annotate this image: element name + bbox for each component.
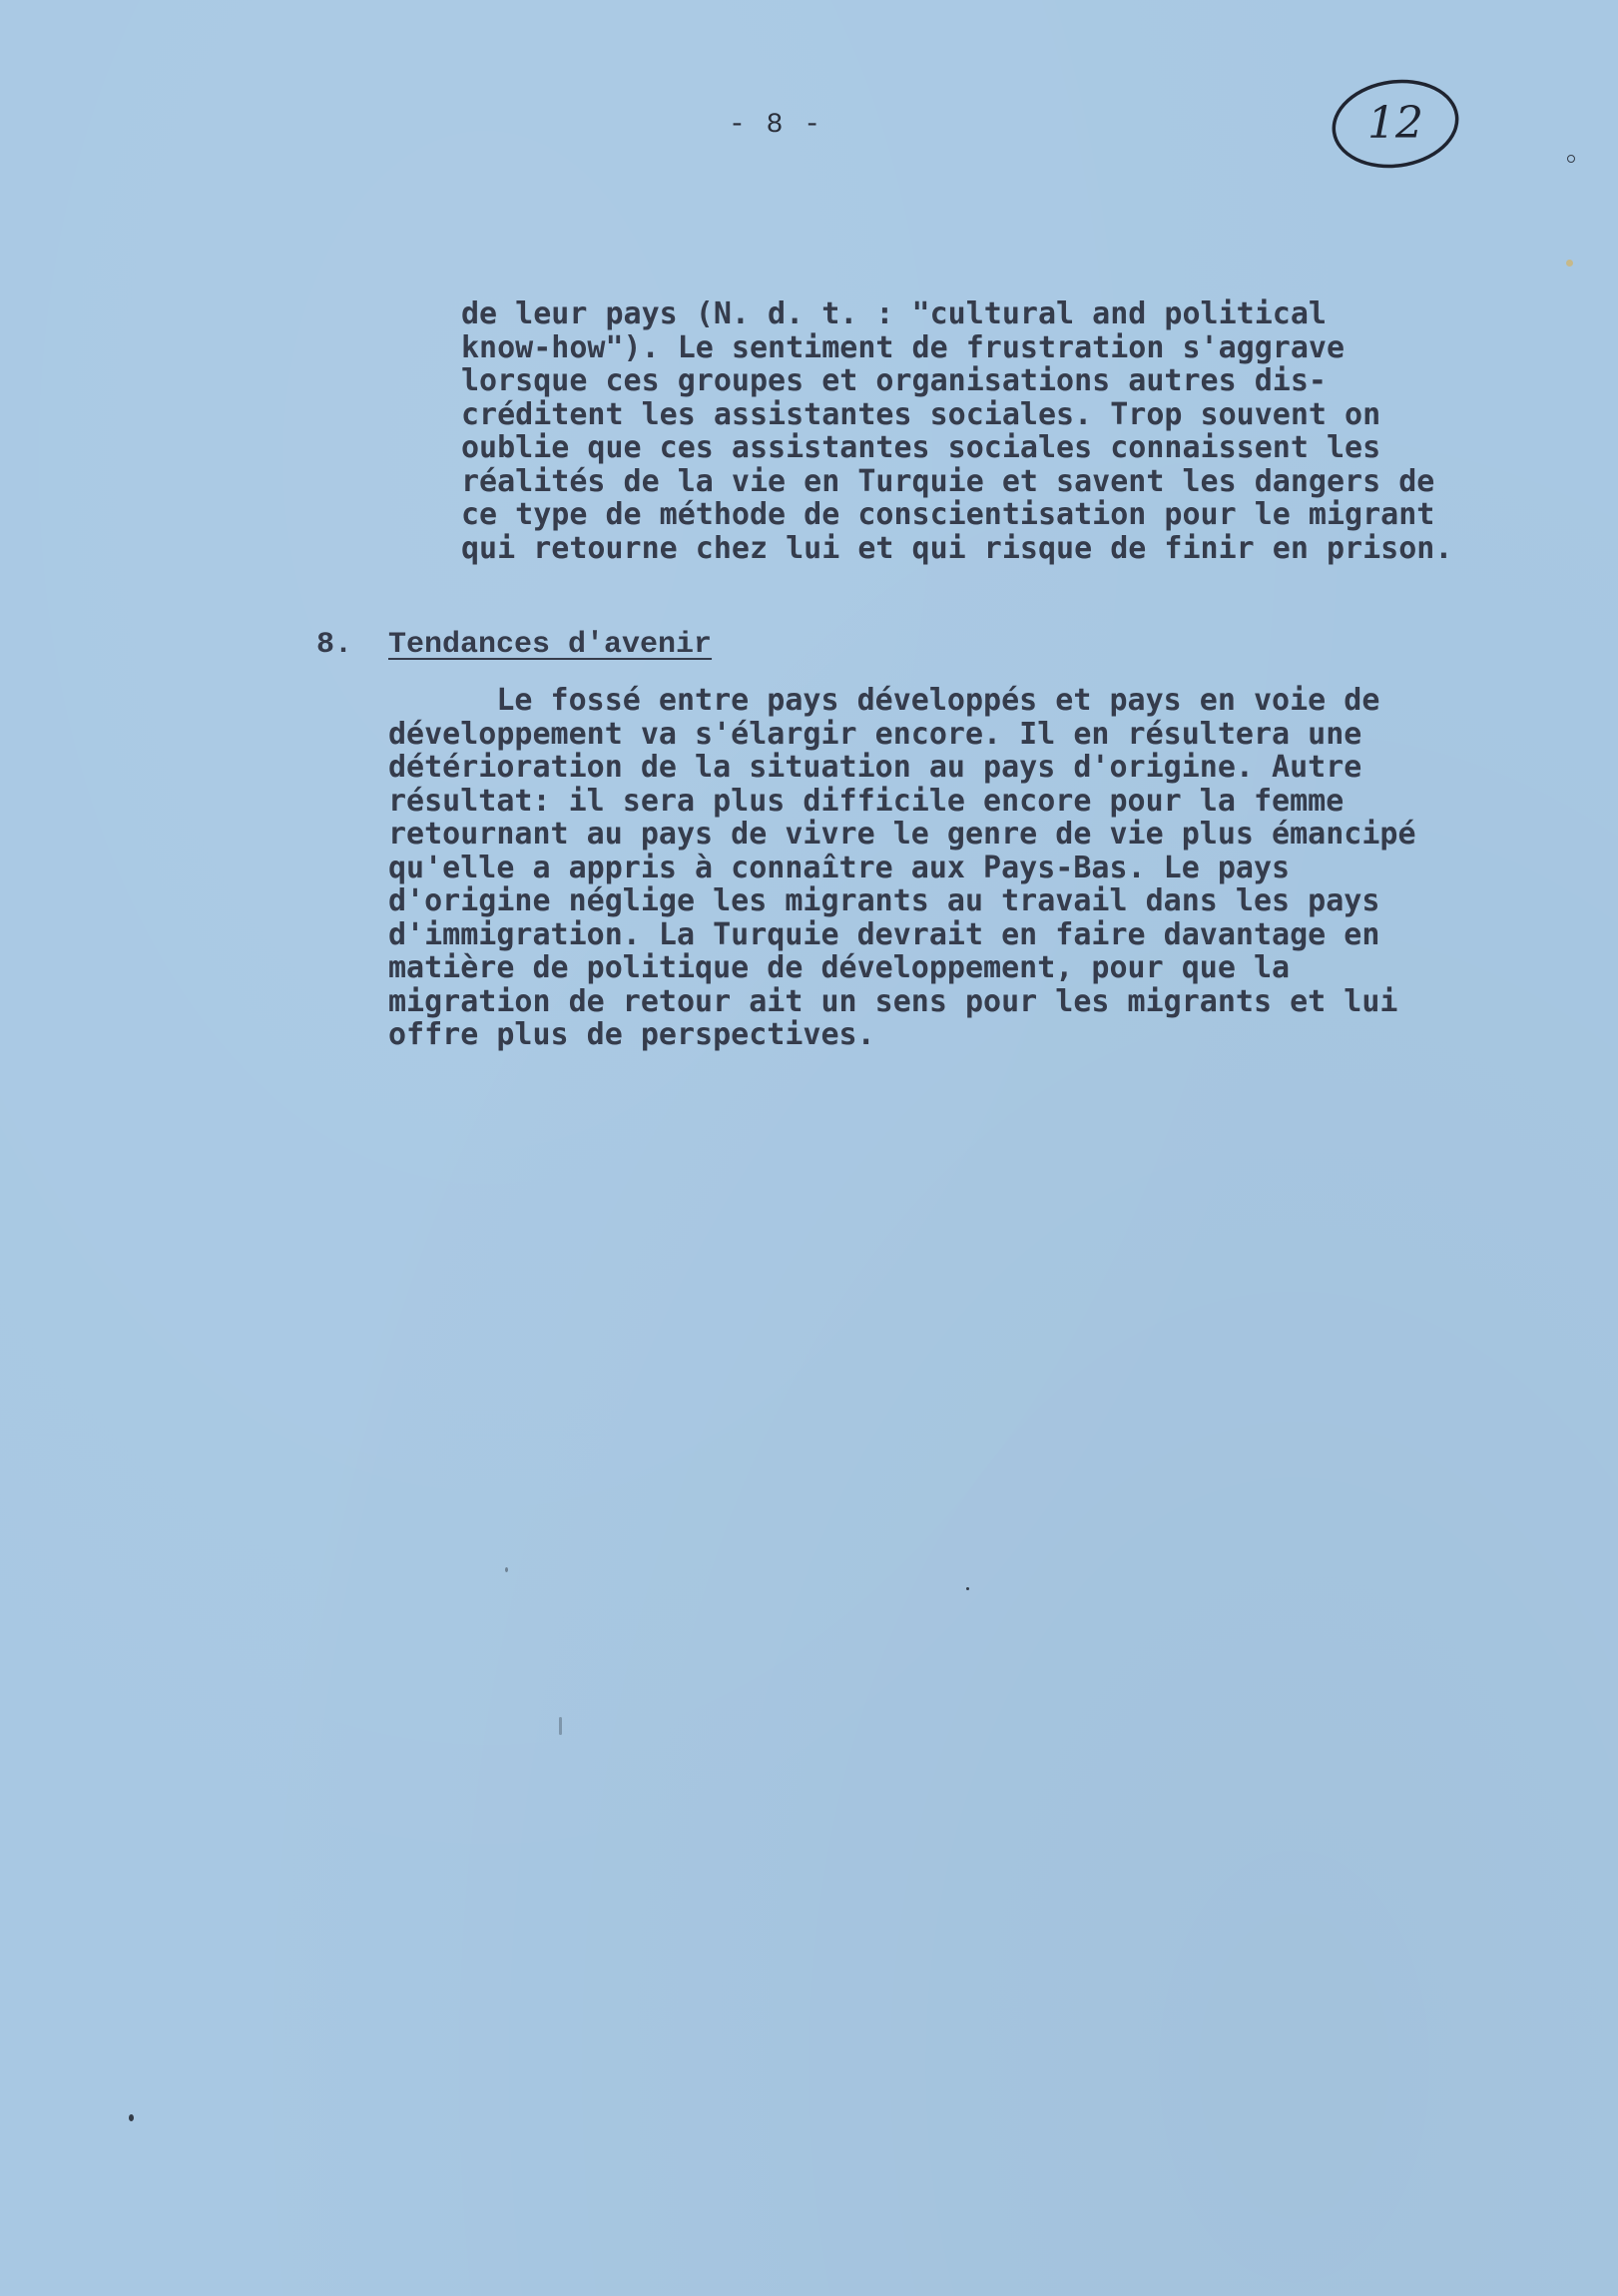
section-title: Tendances d'avenir: [388, 628, 713, 662]
text-line: détérioration de la situation au pays d'origine. Autre: [388, 750, 1362, 785]
text-line: réalités de la vie en Turquie et savent les dangers de: [461, 463, 1435, 499]
folio-number: 12: [1367, 98, 1423, 149]
text-line: créditent les assistantes sociales. Trop souvent on: [461, 396, 1381, 432]
text-line: oublie que ces assistantes sociales connaissent les: [461, 430, 1381, 465]
folio-circle-icon: [1330, 72, 1461, 172]
text-line: migration de retour ait un sens pour les migrants et lui: [388, 983, 1398, 1019]
text-line: développement va s'élargir encore. Il en résultera une: [388, 716, 1362, 752]
paragraph-continuation: [461, 297, 1452, 565]
text-line: Le fossé entre pays développés et pays en voie de: [388, 683, 1380, 718]
paper-speck: [1567, 155, 1575, 163]
text-line: d'origine néglige les migrants au travail dans les pays: [388, 883, 1380, 918]
text-line: d'immigration. La Turquie devrait en faire davantage en: [388, 916, 1380, 952]
text-line: qu'elle a appris à connaître aux Pays-Bas. Le pays: [388, 850, 1291, 885]
text-line: lorsque ces groupes et organisations autres dis-: [461, 363, 1327, 398]
text-line: qui retourne chez lui et qui risque de finir en prison.: [461, 530, 1453, 566]
text-line: de leur pays (N. d. t. : "cultural and political: [461, 296, 1327, 331]
text-line: résultat: il sera plus difficile encore pour la femme: [388, 783, 1345, 819]
paper-speck: [1566, 260, 1573, 267]
text-line: retournant au pays de vivre le genre de vie plus émancipé: [388, 817, 1416, 852]
paper-speck: [505, 1567, 508, 1572]
text-line: matière de politique de développement, pour que la: [388, 950, 1291, 985]
paper-speck: [966, 1587, 969, 1590]
section-number: 8.: [316, 628, 353, 662]
text-line: ce type de méthode de conscientisation pour le migrant: [461, 497, 1435, 532]
paper-speck: [559, 1717, 562, 1735]
paragraph-tendances: [388, 684, 1416, 1052]
page-number: - 8 -: [729, 110, 823, 141]
text-line: know-how"). Le sentiment de frustration s'aggrave: [461, 329, 1346, 365]
text-line: offre plus de perspectives.: [388, 1017, 875, 1052]
folio-number-stamp: [1330, 72, 1461, 172]
paper-speck: [129, 2114, 134, 2121]
